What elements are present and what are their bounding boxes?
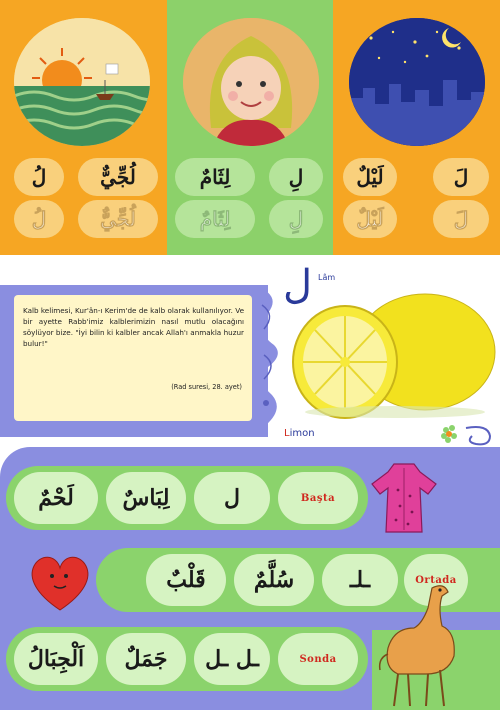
word-pill: لَيْلٌ — [343, 158, 397, 196]
position-tag-sonda: Sonda — [299, 653, 337, 665]
syllable-pill-trace: لِ — [269, 200, 323, 238]
syllable-pill-trace: لُ — [14, 200, 64, 238]
verse-card — [14, 295, 252, 421]
word-pill: لَحْمٌ — [14, 472, 98, 524]
word-pill-trace: لَيْلٌ — [343, 200, 397, 238]
word-pill: جَمَلٌ — [106, 633, 186, 685]
letter-pill: ـل ـل — [194, 633, 270, 685]
panel-kesre — [167, 0, 333, 255]
panel-fetha — [333, 0, 500, 255]
lam-label: Lâm — [318, 273, 336, 282]
night-city-image — [349, 18, 485, 146]
position-pill — [278, 633, 358, 685]
word-pill: لُجِّيٌّ — [78, 158, 158, 196]
position-tag-basta: Başta — [300, 492, 336, 504]
child-headscarf-image — [183, 18, 319, 146]
letter-pill: ـلـ — [322, 554, 398, 606]
limon-rest: imon — [289, 428, 315, 439]
syllable-pill-trace: لَ — [433, 200, 489, 238]
syllable-pill: لَ — [433, 158, 489, 196]
camel-image — [370, 578, 470, 710]
word-pill: قَلْبٌ — [146, 554, 226, 606]
sea-sunset-image — [14, 18, 150, 146]
red-heart-image — [26, 548, 94, 616]
lam-letter: ل — [283, 262, 313, 308]
word-pill-trace: لِثَامٌ — [175, 200, 255, 238]
pink-dress-image — [370, 460, 438, 536]
limon-first-letter: L — [284, 428, 290, 439]
letter-pill: ل — [194, 472, 270, 524]
syllable-pill: لِ — [269, 158, 323, 196]
word-pill: سُلَّمٌ — [234, 554, 314, 606]
limon-label — [284, 428, 315, 439]
word-pill: لِبَاسٌ — [106, 472, 186, 524]
syllable-pill: لُ — [14, 158, 64, 196]
panel-damme — [0, 0, 167, 255]
position-tag-ortada: Ortada — [415, 574, 457, 586]
flower-decoration — [436, 422, 496, 450]
word-pill: اَلْجِبَالُ — [14, 633, 98, 685]
word-pill-trace: لُجِّيٌّ — [78, 200, 158, 238]
verse-paragraph: Kalb kelimesi, Kur'ân-ı Kerim'de de kalb olarak kullanılıyor. Ve bir ayette Rabb'imiz kalblerimizin nasıl mutlu olacağını söylüyor bize. "İyi bilin ki kalbler ancak Allah'ı anmakla huzur bulur!" — [23, 306, 244, 348]
position-pill — [278, 472, 358, 524]
verse-reference: (Rad suresi, 28. ayet) — [171, 383, 242, 391]
word-pill: لِثَامٌ — [175, 158, 255, 196]
